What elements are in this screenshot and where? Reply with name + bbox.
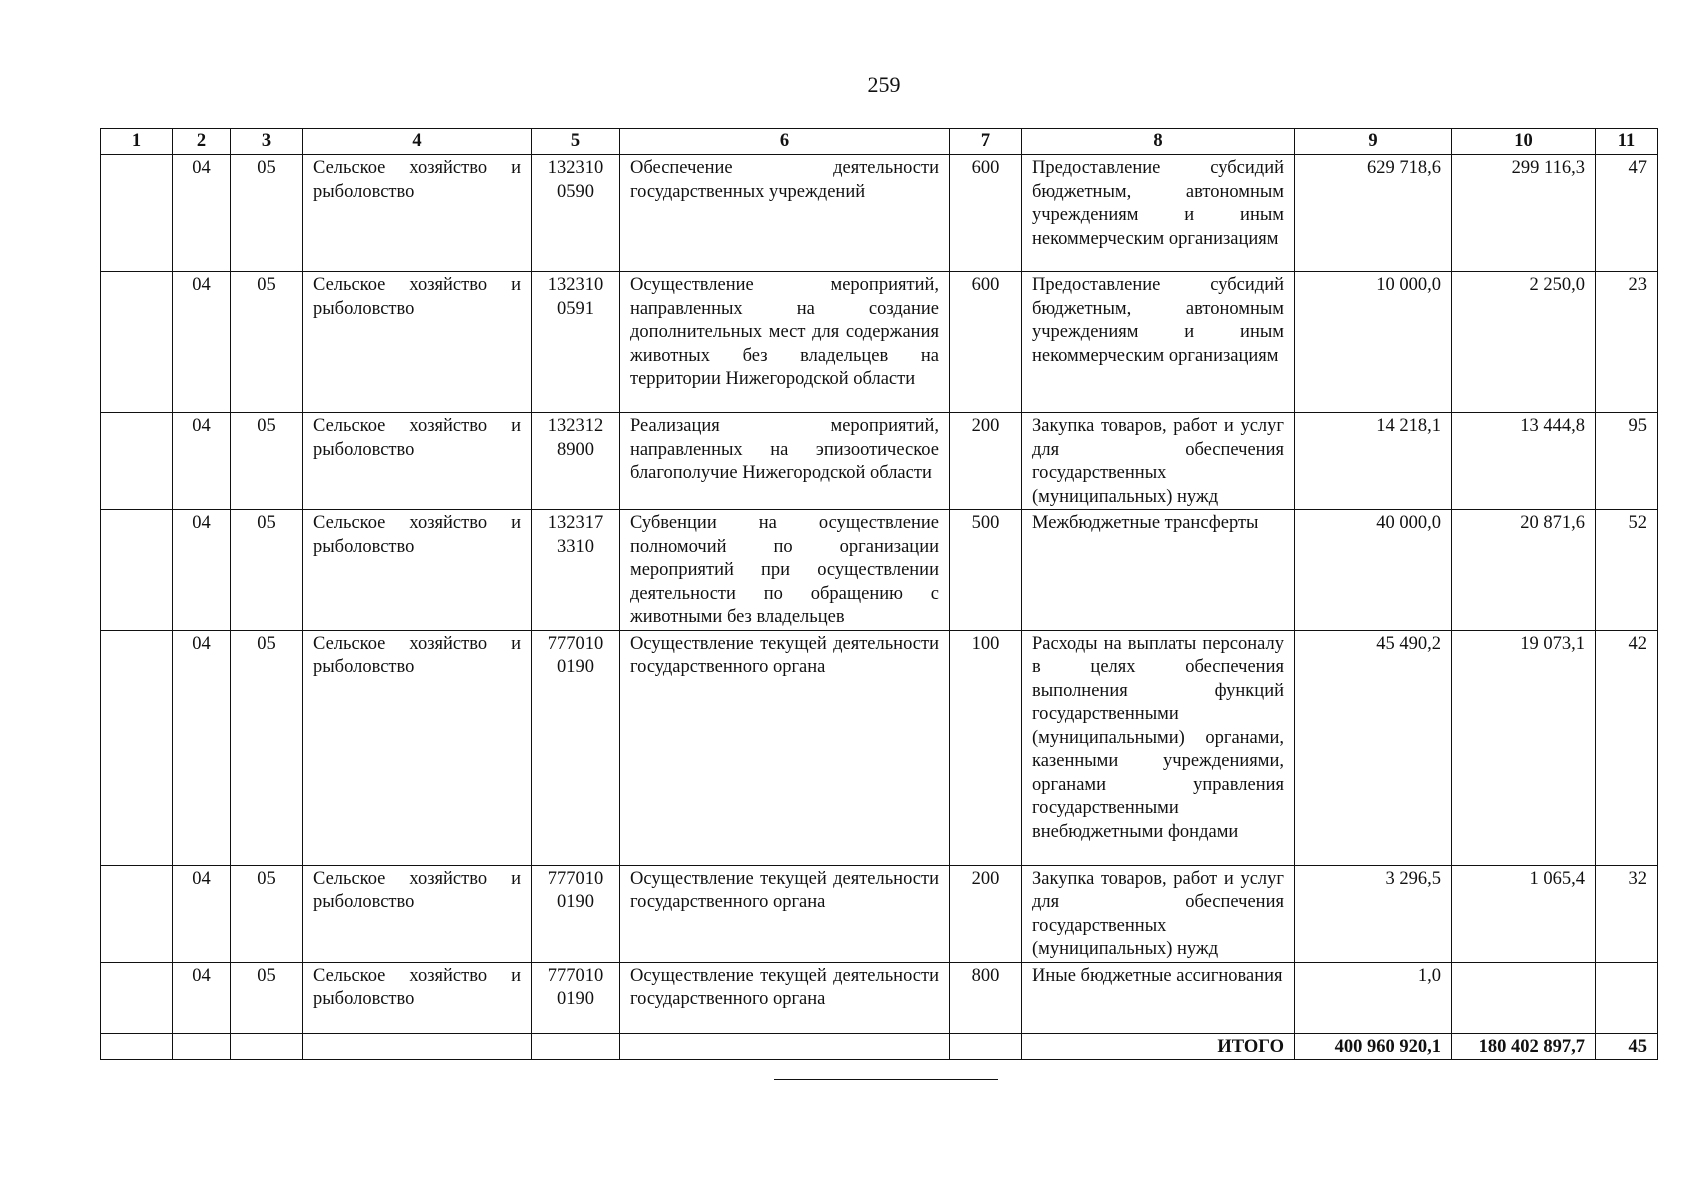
column-header: 8: [1022, 129, 1295, 155]
empty-cell: [101, 1033, 173, 1059]
table-row: [101, 510, 1658, 631]
column-header: 6: [620, 129, 950, 155]
empty-cell: [231, 1033, 303, 1059]
cell-section: 04: [173, 510, 231, 631]
cell-subsection: 05: [231, 155, 303, 272]
cell-percent: [1596, 962, 1658, 1033]
cell-subsection: 05: [231, 865, 303, 962]
cell-plan: 1,0: [1295, 962, 1452, 1033]
cell-col1: [101, 155, 173, 272]
table-row: [101, 272, 1658, 413]
cell-target-article: 777010 0190: [532, 630, 620, 865]
cell-actual: [1452, 962, 1596, 1033]
cell-col1: [101, 630, 173, 865]
cell-section-name: Сельское хозяйство и рыболовство: [303, 630, 532, 865]
cell-target-article: 132310 0590: [532, 155, 620, 272]
cell-article-name: Осуществление текущей деятельности государственного органа: [620, 962, 950, 1033]
cell-expense-type: 100: [950, 630, 1022, 865]
cell-section: 04: [173, 630, 231, 865]
cell-article-name: Обеспечение деятельности государственных учреждений: [620, 155, 950, 272]
cell-article-name: Субвенции на осуществление полномочий по организации мероприятий при осуществлении деятельности по обращению с животными без владельцев: [620, 510, 950, 631]
budget-table: [100, 128, 1658, 1060]
cell-target-article: 777010 0190: [532, 865, 620, 962]
cell-percent: 95: [1596, 413, 1658, 510]
column-header: 3: [231, 129, 303, 155]
empty-cell: [620, 1033, 950, 1059]
cell-actual: 19 073,1: [1452, 630, 1596, 865]
cell-expense-type: 800: [950, 962, 1022, 1033]
table-row: [101, 865, 1658, 962]
cell-section: 04: [173, 155, 231, 272]
cell-target-article: 777010 0190: [532, 962, 620, 1033]
cell-col1: [101, 510, 173, 631]
column-header: 11: [1596, 129, 1658, 155]
cell-section-name: Сельское хозяйство и рыболовство: [303, 962, 532, 1033]
table-row: [101, 962, 1658, 1033]
cell-plan: 10 000,0: [1295, 272, 1452, 413]
cell-section-name: Сельское хозяйство и рыболовство: [303, 155, 532, 272]
cell-expense-type: 600: [950, 155, 1022, 272]
cell-target-article: 132312 8900: [532, 413, 620, 510]
total-actual: 180 402 897,7: [1452, 1033, 1596, 1059]
cell-section: 04: [173, 865, 231, 962]
cell-expense-type-name: Межбюджетные трансферты: [1022, 510, 1295, 631]
cell-section-name: Сельское хозяйство и рыболовство: [303, 272, 532, 413]
header-row: [101, 129, 1658, 155]
cell-plan: 3 296,5: [1295, 865, 1452, 962]
cell-expense-type-name: Предоставление субсидий бюджетным, автономным учреждениям и иным некоммерческим организациям: [1022, 155, 1295, 272]
cell-expense-type: 600: [950, 272, 1022, 413]
column-header: 4: [303, 129, 532, 155]
cell-plan: 14 218,1: [1295, 413, 1452, 510]
cell-col1: [101, 413, 173, 510]
cell-percent: 42: [1596, 630, 1658, 865]
cell-article-name: Осуществление текущей деятельности государственного органа: [620, 630, 950, 865]
cell-expense-type-name: Расходы на выплаты персоналу в целях обеспечения выполнения функций государственными (муниципальными) органами, казенными учреждениями, органами управления государственными внебюджетными фондами: [1022, 630, 1295, 865]
cell-percent: 47: [1596, 155, 1658, 272]
cell-expense-type-name: Закупка товаров, работ и услуг для обеспечения государственных (муниципальных) нужд: [1022, 413, 1295, 510]
cell-col1: [101, 962, 173, 1033]
cell-plan: 40 000,0: [1295, 510, 1452, 631]
cell-target-article: 132310 0591: [532, 272, 620, 413]
total-row: [101, 1033, 1658, 1059]
total-percent: 45: [1596, 1033, 1658, 1059]
table-row: [101, 413, 1658, 510]
column-header: 1: [101, 129, 173, 155]
total-plan: 400 960 920,1: [1295, 1033, 1452, 1059]
column-header: 10: [1452, 129, 1596, 155]
cell-actual: 2 250,0: [1452, 272, 1596, 413]
column-header: 5: [532, 129, 620, 155]
footer-divider: [774, 1079, 998, 1080]
cell-col1: [101, 865, 173, 962]
cell-col1: [101, 272, 173, 413]
cell-expense-type-name: Иные бюджетные ассигнования: [1022, 962, 1295, 1033]
empty-cell: [950, 1033, 1022, 1059]
cell-subsection: 05: [231, 962, 303, 1033]
empty-cell: [303, 1033, 532, 1059]
cell-actual: 13 444,8: [1452, 413, 1596, 510]
cell-article-name: Реализация мероприятий, направленных на эпизоотическое благополучие Нижегородской области: [620, 413, 950, 510]
cell-expense-type: 200: [950, 413, 1022, 510]
cell-actual: 20 871,6: [1452, 510, 1596, 631]
cell-article-name: Осуществление мероприятий, направленных на создание дополнительных мест для содержания животных без владельцев на территории Нижегородской области: [620, 272, 950, 413]
cell-section-name: Сельское хозяйство и рыболовство: [303, 413, 532, 510]
cell-plan: 629 718,6: [1295, 155, 1452, 272]
cell-subsection: 05: [231, 510, 303, 631]
cell-percent: 52: [1596, 510, 1658, 631]
cell-section: 04: [173, 413, 231, 510]
cell-section-name: Сельское хозяйство и рыболовство: [303, 510, 532, 631]
cell-section: 04: [173, 272, 231, 413]
cell-percent: 32: [1596, 865, 1658, 962]
cell-subsection: 05: [231, 413, 303, 510]
cell-section: 04: [173, 962, 231, 1033]
cell-subsection: 05: [231, 272, 303, 413]
empty-cell: [532, 1033, 620, 1059]
column-header: 7: [950, 129, 1022, 155]
page-number: 259: [867, 72, 901, 97]
cell-expense-type: 200: [950, 865, 1022, 962]
cell-actual: 299 116,3: [1452, 155, 1596, 272]
cell-target-article: 132317 3310: [532, 510, 620, 631]
total-label: ИТОГО: [1022, 1033, 1295, 1059]
cell-percent: 23: [1596, 272, 1658, 413]
cell-expense-type-name: Предоставление субсидий бюджетным, автономным учреждениям и иным некоммерческим организациям: [1022, 272, 1295, 413]
cell-expense-type: 500: [950, 510, 1022, 631]
empty-cell: [173, 1033, 231, 1059]
cell-actual: 1 065,4: [1452, 865, 1596, 962]
column-header: 9: [1295, 129, 1452, 155]
cell-section-name: Сельское хозяйство и рыболовство: [303, 865, 532, 962]
table-row: [101, 155, 1658, 272]
cell-article-name: Осуществление текущей деятельности государственного органа: [620, 865, 950, 962]
cell-subsection: 05: [231, 630, 303, 865]
table-row: [101, 630, 1658, 865]
cell-expense-type-name: Закупка товаров, работ и услуг для обеспечения государственных (муниципальных) нужд: [1022, 865, 1295, 962]
cell-plan: 45 490,2: [1295, 630, 1452, 865]
column-header: 2: [173, 129, 231, 155]
